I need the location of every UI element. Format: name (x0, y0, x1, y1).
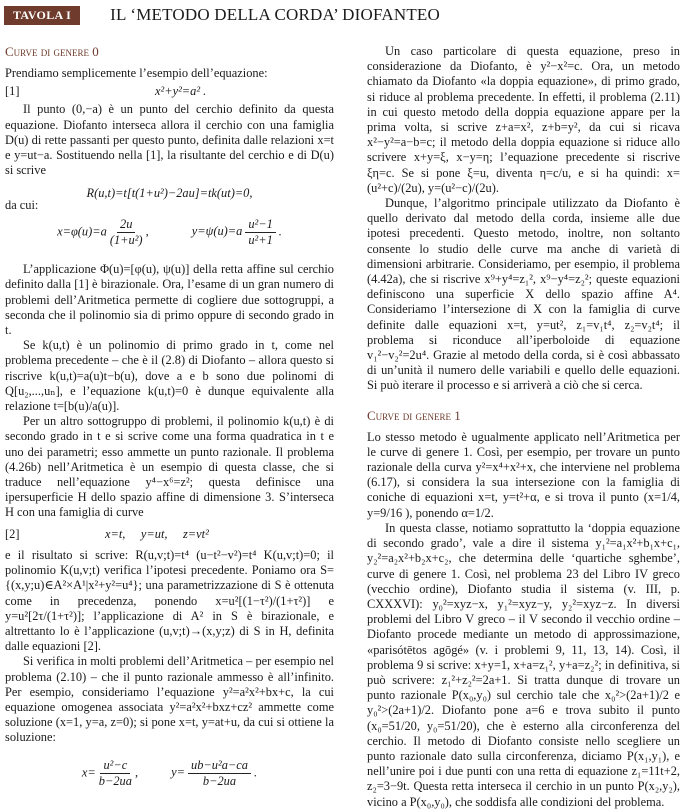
denominator: b−2ua (98, 773, 132, 788)
paragraph: Un caso particolare di questa equazione, preso in considerazione da Diofanto, è y²−x²=c. Ora, un metodo chiamato da Diofanto «la doppia equazione», di primo grado, si riduce al problema precedente. In effetti, il problema (2.11) in cui questo metodo della doppia equazione appare per la prima volta, si scrive z+a=x², z+b=y², da cui si ricava x²−y²=a−b=c; il metodo della doppia equazione si riduce allo scrivere x+y=ξ, x−y=η; l’equazione precedente si riscrive ξη=c. Se si pone ξ=u, diventa η=c/u, e si ha quindi: x=(u²+c)/(2u), y=(u²−c)/(2u). (367, 44, 680, 195)
page-title: IL ‘METODO DELLA CORDA’ DIOFANTEO (110, 5, 440, 24)
section-heading-genus-0: Curve di genere 0 (5, 44, 99, 59)
equation-text: y= (171, 765, 186, 780)
paragraph: Dunque, l’algoritmo principale utilizzato da Diofanto è quello derivato dal metodo della corda, insieme alle due ipotesi precedenti. Questo metodo, inoltre, non soltanto consente lo studio delle curve ma anche di varietà di dimensioni arbitrarie. Consideriamo, per esempio, il problema (4.42a), che si riscrive x⁹+y⁴=z₁², x⁹−y⁴=z₂²; queste equazioni definiscono una superficie X dello spazio affine A⁴. Consideriamo l’intersezione di X con la famiglia di curve definite dalle equazioni x=t, y=ut², z₁=v₁t⁴, z₂=v₂t⁴; il problema si riconduce all’iperboloide di equazione v₁²−v₂²=2u⁴. Grazie al metodo della corda, si è così abbassato di un’unità il numero delle variabili e quello delle equazioni. Si può iterare il processo e si arriverà a ciò che si cerca. (367, 196, 680, 393)
denominator: u²+1 (248, 233, 273, 248)
section-heading-genus-1: Curve di genere 1 (367, 407, 461, 423)
equation-text: x=φ(u)=a (57, 224, 107, 239)
paragraph: da cui: (5, 197, 39, 212)
paragraph: Lo stesso metodo è ugualmente applicato nell’Aritmetica per le curve di genere 1. Così, per esempio, per trovare un punto razionale della curva y²=x⁴+x²+x, che interviene nel problema (6.17), si considera la sua intersezione con la famiglia di coniche di equazioni x=t, y=t²+α, e si trova il punto (x=1/4, y=9/16 ), ponendo α=1/2. (367, 429, 680, 520)
equation-1 (5, 84, 334, 99)
denominator: b−2ua (202, 773, 237, 788)
page-header (4, 5, 440, 25)
equation-number: [2] (5, 526, 20, 541)
equation-parametrization: x=φ(u)=a $\frac{2u}{\text{(1+u²)}}$ , y=ψ(u)=a $\frac{\text{u²−1}}{\text{u²+1}}$ . (57, 216, 282, 248)
paragraph: Prendiamo semplicemente l’esempio dell’equazione: (5, 66, 268, 80)
numerator: ub−u²a−ca (188, 758, 251, 774)
paragraph: Per un altro sottogruppo di problemi, il polinomio k(u,t) è di secondo grado in t e si scrive come una forma quadratica in t e uno dei parametri; esso ammette un punto razionale. Il problema (4.26b) nell’Aritmetica è un esempio di questa classe, che si traduce nell’equazione y⁴−x⁶=z²; questa definisce una ipersuperficie H dello spazio affine di dimensione 3. S’interseca H con una famiglia di curve (5, 414, 334, 520)
numerator: u²−c (100, 758, 130, 774)
numerator: u²−1 (245, 217, 275, 233)
fraction (188, 758, 251, 789)
equation-2 (5, 527, 334, 542)
fraction (110, 217, 143, 248)
equation-resultant: R(u,t)=t[t(1+u²)−2au]=tk(ut)=0, (86, 186, 253, 201)
fraction (99, 758, 132, 789)
paragraph: In questa classe, notiamo soprattutto la ‘doppia equazione di secondo grado’, vale a dire il sistema y₁²=a₁x²+b₁x+c₁, y₂²=a₂x²+b₂x+c₂, che determina delle ‘quartiche sghembe’, curve di genere 1. Così, nel problema 23 del Libro IV greco (vecchio ordine), Diofanto studia il sistema (v. III, p. CXXXVI): y₀²=xyz−x, y₁²=xyz−y, y₂²=xyz−z. In diversi problemi del Libro V greco – il V secondo il vecchio ordine – Diofanto procede mediante un metodo di approssimazione, «parisótētos agōgé» (v. i problemi 9, 11, 13, 14). Così, il problema 9 si scrive: x+y=1, x+a=z₁², y+a=z₂²; in definitiva, si può scrivere: z₁²+z₂²=2a+1. Si tratta dunque di trovare un punto razionale P(x₀,y₀) sul cerchio tale che x₀²>(2a+1)/2 e y₀²>(2a+1)/2. Diofanto pone a=6 e trova subito il punto (x₀=51/20, y₀=51/20), che è esterno alla circonferenza del cerchio. Il metodo di Diofanto consiste nello scegliere un punto razionale dato sulla circonferenza, diciamo P(x₁,y₁), e nell’unire poi i due punti con una retta di equazione z₁=11t+2, z₂=3−9t. Questa retta interseca il cerchio in un punto P(x₂,y₂), vicino a P(x₀,y₀), che soddisfa alle condizioni del problema. (367, 520, 680, 809)
paragraph: L’applicazione Φ(u)=[φ(u), ψ(u)] della retta affine sul cerchio definito dalla [1] è birazionale. Ora, l’esame di un gran numero di problemi dell’Aritmetica permette di cogliere due sottogruppi, a seconda che il polinomio sia di primo oppure di secondo grado in t. (5, 262, 334, 338)
fraction (245, 217, 275, 248)
equation-text: y=ψ(u)=a (191, 224, 243, 239)
equation-text: x= (81, 765, 96, 780)
equation-text: x=t, y=ut, z=vt² (105, 526, 209, 541)
plate-badge: TAVOLA I (4, 6, 80, 25)
paragraph: e il risultato si scrive: R(u,v;t)=t⁴ (u−t²−v²)=t⁴ K(u,v;t)=0; il polinomio K(u,v;t) verifica l’ipotesi precedente. Poniamo ora S={(x,y;u)∈A²×A¹|x²+y²=u⁴}; una parametrizzazione di S è ottenuta come in precedenza, ponendo x=u²[(1−τ²)/(1+τ²)] e y=u²[2τ/(1+τ²)]; l’applicazione di A² in S è birazionale, e altrettanto lo è l’applicazione (u,v;t)→(x,y;z) di S in H, definita dalle equazioni [2]. (5, 547, 334, 654)
equation-text: x²+y²=a² . (155, 84, 207, 99)
left-column (5, 44, 334, 793)
equation-number: [1] (5, 84, 20, 99)
right-column (367, 44, 680, 810)
paragraph: Se k(u,t) è un polinomio di primo grado in t, come nel problema precedente – che è il (2.8) di Diofanto – allora questo si riscrive k(u,t)=a(u)t−b(u), dove a e b sono due polinomi di Q[u₂,...,uₙ], e l’equazione k(u,t)=0 è dunque equivalente alla relazione t=[b(u)/a(u)]. (5, 338, 334, 414)
denominator: (1+u²) (109, 233, 143, 248)
numerator: 2u (117, 217, 135, 233)
paragraph: Il punto (0,−a) è un punto del cerchio definito da questa equazione. Diofanto interseca allora il cerchio con una famiglia D(u) di rette passanti per questo punto, definita dalle relazioni x=t e y=ut−a. Sostituendo nella [1], la risultante del cerchio e di D(u) si scrive (5, 102, 334, 178)
equation-solution: x= $\frac{\text{u²−c}}{b-2ua}$ , y= $\frac{\text{ub−u²a−ca}}{b-2ua}$ . (81, 757, 258, 788)
paragraph: Si verifica in molti problemi dell’Aritmetica – per esempio nel problema (2.10) – che il punto razionale ammesso è all’infinito. Per esempio, consideriamo l’equazione y²=a²x²+bx+c, la cui equazione omogenea associata y²=a²x²+bxz+cz² ammette come soluzione (x=1, y=a, z=0); si pone x=t, y=at+u, da cui si ottiene la soluzione: (5, 654, 334, 745)
